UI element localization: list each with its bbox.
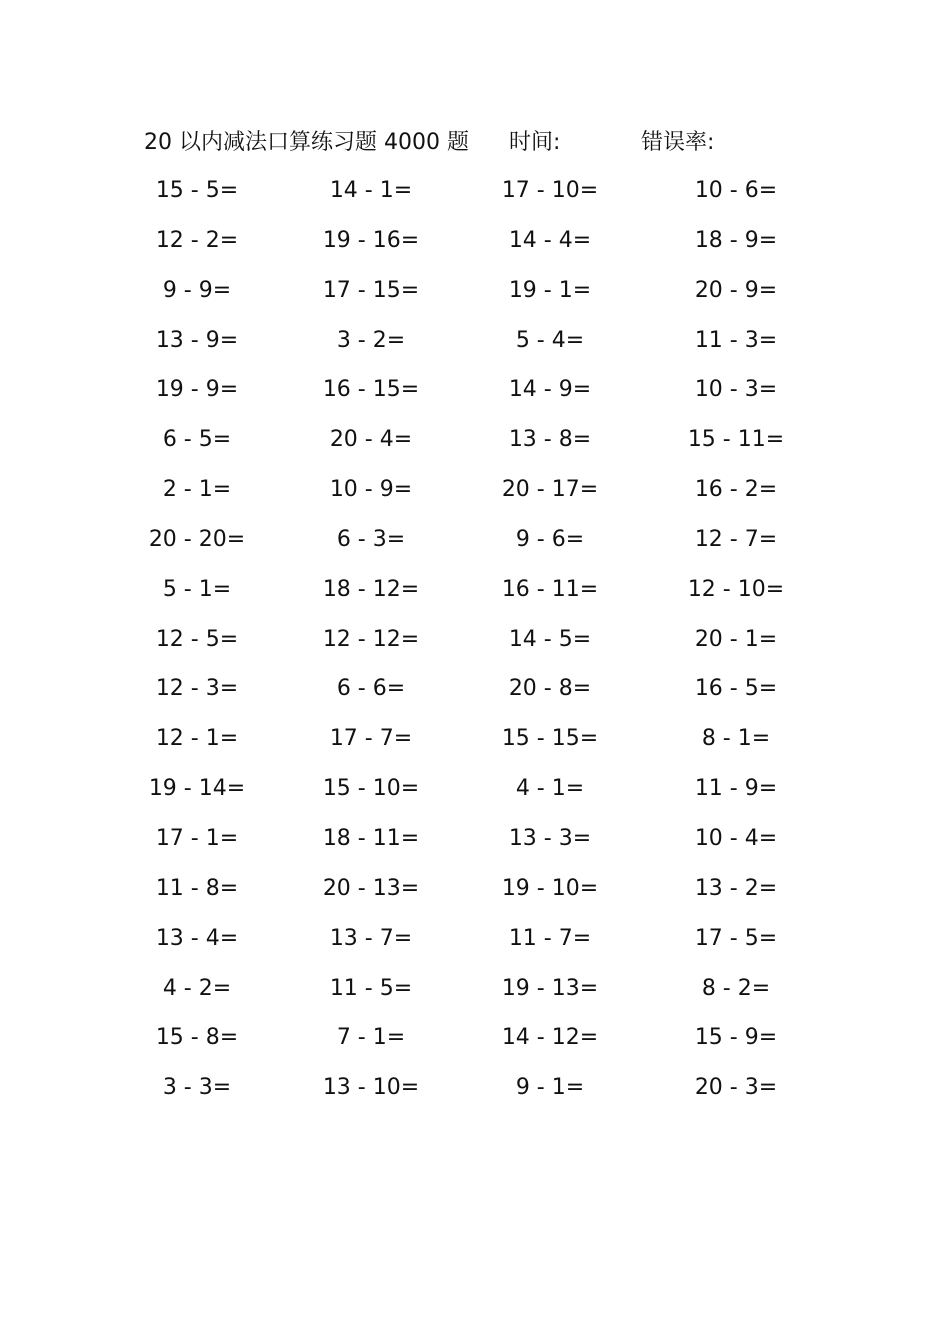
problem-item: 17 - 15= <box>322 277 420 303</box>
worksheet-header <box>0 126 950 160</box>
problem-item: 20 - 4= <box>329 427 413 453</box>
problem-row <box>0 473 950 523</box>
problem-item: 15 - 10= <box>322 776 420 802</box>
problem-item: 5 - 4= <box>515 327 585 353</box>
problem-row <box>0 722 950 772</box>
problem-item: 14 - 5= <box>508 626 592 652</box>
problem-item: 17 - 10= <box>501 178 599 203</box>
problem-item: 12 - 2= <box>155 227 239 253</box>
problem-item: 9 - 1= <box>515 1075 585 1101</box>
problem-row <box>0 922 950 972</box>
error-rate-label: 错误率: <box>641 130 715 155</box>
problem-item: 18 - 9= <box>694 227 778 253</box>
problem-item: 15 - 9= <box>694 1025 778 1051</box>
problem-row <box>0 324 950 374</box>
problem-item: 14 - 1= <box>329 178 413 203</box>
problem-item: 5 - 1= <box>162 576 232 602</box>
problem-row <box>0 822 950 872</box>
problem-row <box>0 523 950 573</box>
problem-item: 3 - 3= <box>162 1075 232 1101</box>
problem-item: 17 - 7= <box>329 726 413 752</box>
problem-item: 15 - 8= <box>155 1025 239 1051</box>
problem-item: 10 - 9= <box>329 477 413 503</box>
worksheet-title: 20 以内减法口算练习题 4000 题 <box>144 130 469 155</box>
problem-row <box>0 174 950 224</box>
problem-item: 12 - 1= <box>155 726 239 752</box>
problem-item: 20 - 8= <box>508 676 592 702</box>
problem-item: 19 - 1= <box>508 277 592 303</box>
problem-item: 15 - 15= <box>501 726 599 752</box>
problem-row <box>0 872 950 922</box>
problem-item: 6 - 6= <box>336 676 406 702</box>
problem-item: 18 - 11= <box>322 825 420 851</box>
problem-item: 12 - 3= <box>155 676 239 702</box>
problem-item: 7 - 1= <box>336 1025 406 1051</box>
problem-item: 19 - 13= <box>501 975 599 1001</box>
problem-item: 16 - 11= <box>501 576 599 602</box>
problem-item: 19 - 10= <box>501 875 599 901</box>
problem-item: 4 - 2= <box>162 975 232 1001</box>
problem-item: 12 - 5= <box>155 626 239 652</box>
problem-item: 9 - 9= <box>162 277 232 303</box>
problem-item: 13 - 7= <box>329 925 413 951</box>
time-label: 时间: <box>509 130 561 155</box>
problem-item: 10 - 3= <box>694 377 778 403</box>
problem-row <box>0 623 950 673</box>
problem-row <box>0 274 950 324</box>
problem-item: 13 - 3= <box>508 825 592 851</box>
problem-row <box>0 1071 950 1121</box>
problem-item: 13 - 9= <box>155 327 239 353</box>
problem-row <box>0 672 950 722</box>
problem-row <box>0 972 950 1022</box>
problem-row <box>0 423 950 473</box>
problem-item: 15 - 11= <box>687 427 785 453</box>
problem-item: 11 - 7= <box>508 925 592 951</box>
problem-item: 6 - 3= <box>336 526 406 552</box>
problem-item: 17 - 1= <box>155 825 239 851</box>
problem-item: 3 - 2= <box>336 327 406 353</box>
problem-item: 20 - 1= <box>694 626 778 652</box>
problem-row <box>0 373 950 423</box>
problem-item: 19 - 14= <box>148 776 246 802</box>
problem-item: 12 - 12= <box>322 626 420 652</box>
problem-item: 2 - 1= <box>162 477 232 503</box>
problem-item: 20 - 9= <box>694 277 778 303</box>
problem-item: 16 - 15= <box>322 377 420 403</box>
problem-item: 13 - 10= <box>322 1075 420 1101</box>
problem-item: 11 - 9= <box>694 776 778 802</box>
problem-item: 13 - 2= <box>694 875 778 901</box>
problem-item: 16 - 5= <box>694 676 778 702</box>
problem-item: 20 - 3= <box>694 1075 778 1101</box>
problem-row <box>0 224 950 274</box>
problem-item: 10 - 4= <box>694 825 778 851</box>
problem-item: 8 - 1= <box>701 726 771 752</box>
problem-item: 9 - 6= <box>515 526 585 552</box>
problem-item: 11 - 5= <box>329 975 413 1001</box>
problem-item: 4 - 1= <box>515 776 585 802</box>
problem-row <box>0 772 950 822</box>
problem-row <box>0 573 950 623</box>
problem-item: 20 - 13= <box>322 875 420 901</box>
problem-item: 8 - 2= <box>701 975 771 1001</box>
problem-item: 10 - 6= <box>694 178 778 203</box>
problem-item: 19 - 16= <box>322 227 420 253</box>
problem-item: 11 - 3= <box>694 327 778 353</box>
problem-item: 20 - 20= <box>148 526 246 552</box>
problem-item: 13 - 8= <box>508 427 592 453</box>
problem-item: 6 - 5= <box>162 427 232 453</box>
problem-item: 14 - 12= <box>501 1025 599 1051</box>
problem-item: 19 - 9= <box>155 377 239 403</box>
problem-item: 15 - 5= <box>155 178 239 203</box>
problem-item: 16 - 2= <box>694 477 778 503</box>
problem-item: 12 - 10= <box>687 576 785 602</box>
problem-item: 12 - 7= <box>694 526 778 552</box>
problem-item: 13 - 4= <box>155 925 239 951</box>
problem-item: 11 - 8= <box>155 875 239 901</box>
problem-item: 14 - 4= <box>508 227 592 253</box>
problem-row <box>0 1021 950 1071</box>
problem-grid <box>0 174 950 1121</box>
problem-item: 14 - 9= <box>508 377 592 403</box>
problem-item: 17 - 5= <box>694 925 778 951</box>
problem-item: 18 - 12= <box>322 576 420 602</box>
problem-item: 20 - 17= <box>501 477 599 503</box>
